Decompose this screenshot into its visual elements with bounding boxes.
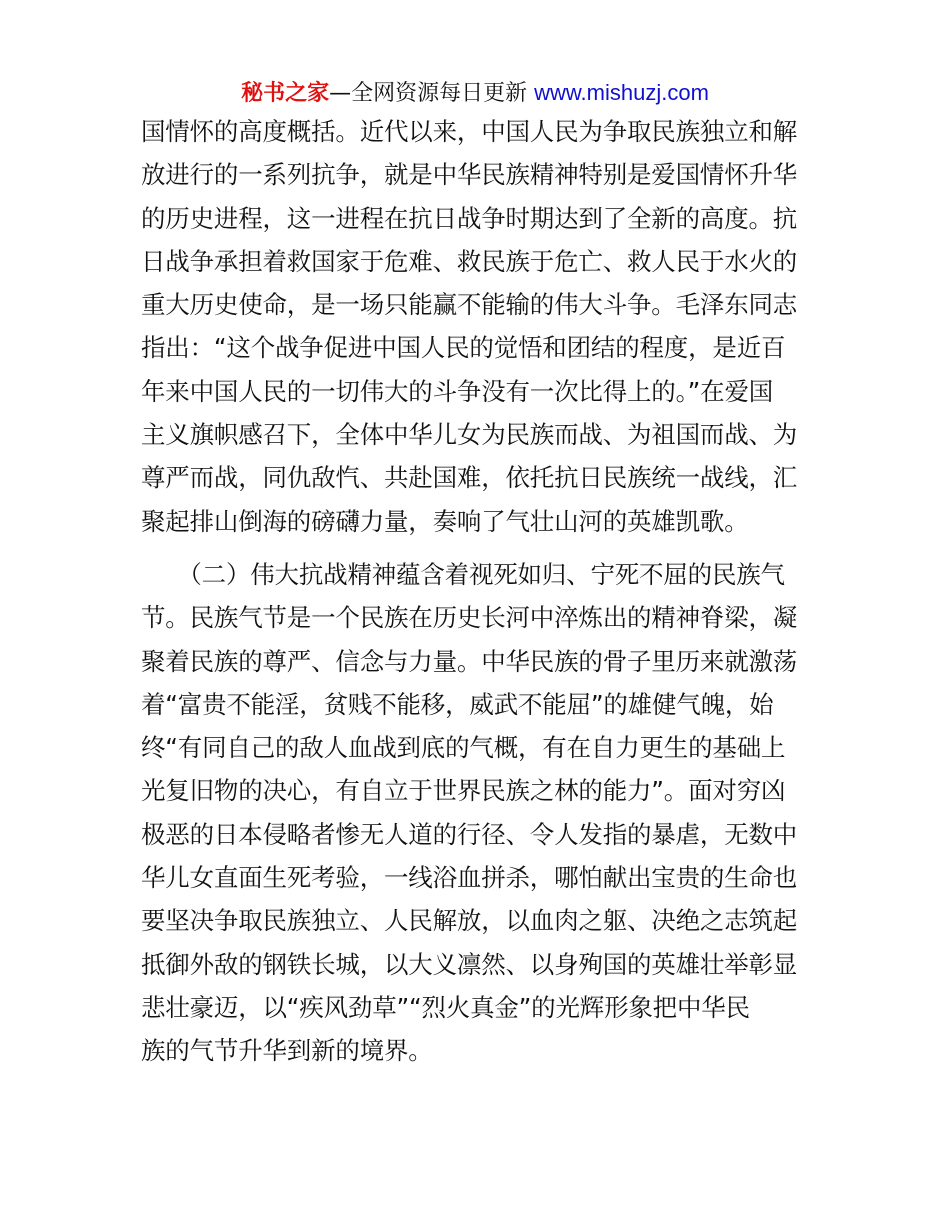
paragraph-spacer bbox=[141, 543, 821, 553]
text-line: 聚着民族的尊严、信念与力量。中华民族的骨子里历来就激荡 bbox=[141, 646, 798, 676]
text-line: 尊严而战，同仇敌忾、共赴国难，依托抗日民族统一战线，汇 bbox=[141, 463, 798, 493]
text-line: （二）伟大抗战精神蕴含着视死如归、宁死不屈的民族气 bbox=[141, 559, 785, 589]
text-line: 的历史进程，这一进程在抗日战争时期达到了全新的高度。抗 bbox=[141, 203, 798, 233]
site-url-link[interactable]: www.mishuzj.com bbox=[534, 80, 709, 105]
text-line: 主义旗帜感召下，全体中华儿女为民族而战、为祖国而战、为 bbox=[141, 420, 798, 450]
text-line: 终“有同自己的敌人血战到底的气概，有在自力更生的基础上 bbox=[141, 733, 786, 763]
brand-name: 秘书之家 bbox=[241, 81, 330, 106]
paragraph-2 bbox=[141, 553, 821, 1073]
text-line: 日战争承担着救国家于危难、救民族于危亡、救人民于水火的 bbox=[141, 246, 798, 276]
text-line: 族的气节升华到新的境界。 bbox=[141, 1036, 433, 1066]
text-line: 要坚决争取民族独立、人民解放，以血肉之躯、决绝之志筑起 bbox=[141, 906, 798, 936]
text-line: 悲壮豪迈，以“疾风劲草”“烈火真金”的光辉形象把中华民 bbox=[141, 992, 750, 1022]
text-line: 年来中国人民的一切伟大的斗争没有一次比得上的。”在爱国 bbox=[141, 376, 774, 406]
paragraph-1 bbox=[141, 110, 821, 543]
text-line: 聚起排山倒海的磅礴力量，奏响了气壮山河的英雄凯歌。 bbox=[141, 506, 749, 536]
text-line: 光复旧物的决心，有自立于世界民族之林的能力”。面对穷凶 bbox=[141, 776, 786, 806]
header-tagline: —全网资源每日更新 bbox=[329, 81, 528, 106]
page-header bbox=[0, 76, 950, 111]
text-line: 节。民族气节是一个民族在历史长河中淬炼出的精神脊梁，凝 bbox=[141, 603, 798, 633]
document-body bbox=[141, 110, 821, 1073]
text-line: 极恶的日本侵略者惨无人道的行径、令人发指的暴虐，无数中 bbox=[141, 819, 798, 849]
text-line: 放进行的一系列抗争，就是中华民族精神特别是爱国情怀升华 bbox=[141, 160, 798, 190]
text-line: 着“富贵不能淫，贫贱不能移，威武不能屈”的雄健气魄，始 bbox=[141, 689, 774, 719]
text-line: 抵御外敌的钢铁长城，以大义凛然、以身殉国的英雄壮举彰显 bbox=[141, 949, 798, 979]
text-line: 重大历史使命，是一场只能赢不能输的伟大斗争。毛泽东同志 bbox=[141, 290, 798, 320]
text-line: 国情怀的高度概括。近代以来，中国人民为争取民族独立和解 bbox=[141, 117, 798, 146]
text-line: 华儿女直面生死考验，一线浴血拼杀，哪怕献出宝贵的生命也 bbox=[141, 863, 798, 893]
text-line: 指出：“这个战争促进中国人民的觉悟和团结的程度，是近百 bbox=[141, 333, 786, 363]
